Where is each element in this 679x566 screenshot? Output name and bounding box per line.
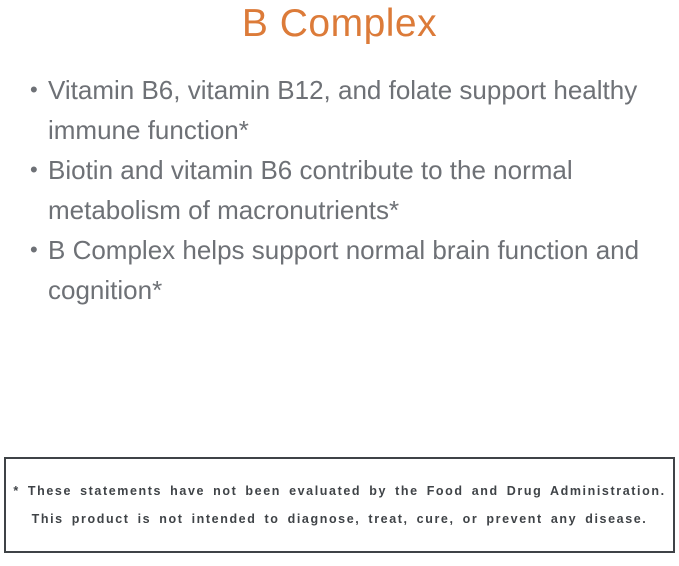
bullet-text: Biotin and vitamin B6 contribute to the normal metabolism of macronutrients* bbox=[48, 155, 573, 225]
disclaimer-line-2: This product is not intended to diagnose, treat, cure, or prevent any disease. bbox=[31, 512, 648, 526]
disclaimer-line-1: * These statements have not been evaluated by the Food and Drug Administration. bbox=[13, 484, 666, 498]
bullet-dot: • bbox=[30, 77, 38, 102]
list-item bbox=[30, 230, 642, 310]
list-item bbox=[30, 70, 642, 150]
disclaimer-box bbox=[4, 457, 675, 553]
bullet-list bbox=[30, 70, 642, 310]
page-title: B Complex bbox=[241, 2, 438, 45]
bullet-dot: • bbox=[30, 157, 38, 182]
list-item bbox=[30, 150, 642, 230]
bullet-text: B Complex helps support normal brain function and cognition* bbox=[48, 235, 640, 305]
bullet-text: Vitamin B6, vitamin B12, and folate support healthy immune function* bbox=[48, 75, 638, 145]
bullet-dot: • bbox=[30, 237, 38, 262]
